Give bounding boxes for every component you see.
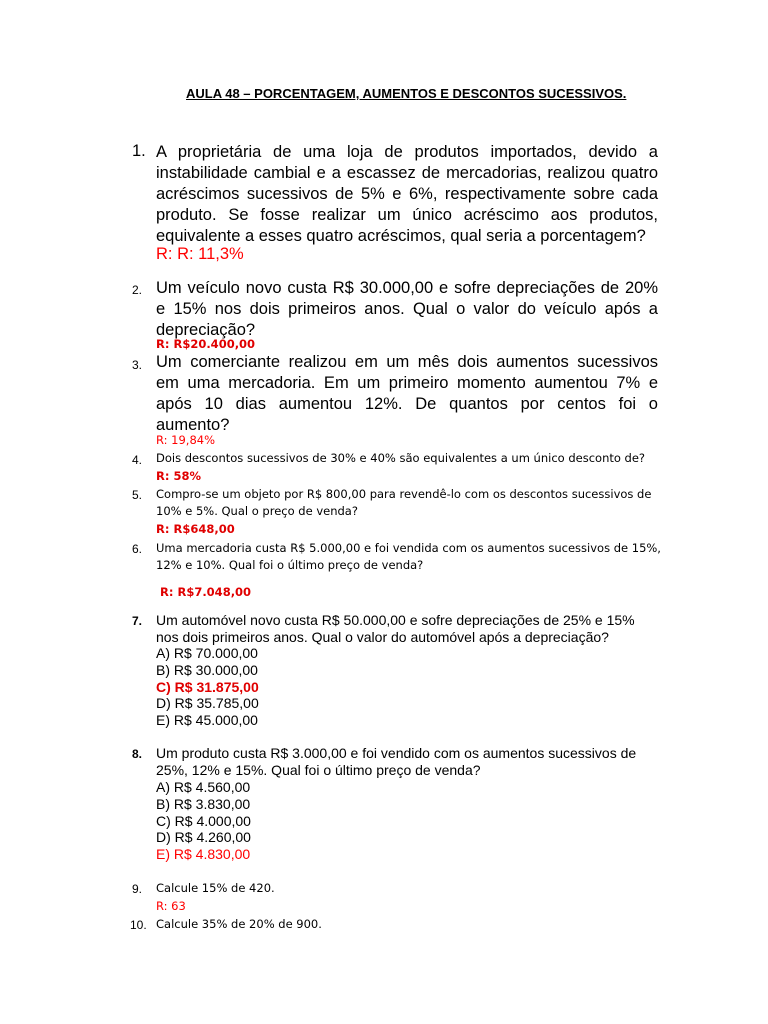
option-e: E) R$ 45.000,00 <box>156 712 258 728</box>
question-1-line: A proprietária de uma loja de produtos importados, devido a <box>156 143 658 161</box>
answer-4: R: 58% <box>156 469 201 483</box>
question-3-line: em uma mercadoria. Em um primeiro momento aumentou 7% e <box>156 374 658 392</box>
option-e-correct: E) R$ 4.830,00 <box>156 846 251 862</box>
question-number-1: 1. <box>132 142 146 160</box>
option-c-correct: C) R$ 31.875,00 <box>156 679 259 695</box>
question-number-6: 6. <box>132 542 143 556</box>
question-8-line: 25%, 12% e 15%. Qual foi o último preço de venda? <box>156 762 481 778</box>
question-number-7: 7. <box>132 614 143 628</box>
question-1-text <box>156 142 658 247</box>
option-b: B) R$ 30.000,00 <box>156 662 258 678</box>
question-3-line: após 10 dias aumentou 12%. De quantos por centos foi o <box>156 395 658 413</box>
option-d: D) R$ 35.785,00 <box>156 695 259 711</box>
question-6-line: Uma mercadoria custa R$ 5.000,00 e foi vendida com os aumentos sucessivos de 15%, <box>156 541 661 555</box>
question-9-text: Calcule 15% de 420. <box>156 881 275 895</box>
question-number-4: 4. <box>132 453 143 467</box>
question-1-line: produto. Se fosse realizar um único acréscimo aos produtos, <box>156 206 658 224</box>
answer-5: R: R$648,00 <box>156 522 235 536</box>
option-b: B) R$ 3.830,00 <box>156 796 251 812</box>
answer-1: R: R: 11,3% <box>156 245 244 263</box>
option-a: A) R$ 70.000,00 <box>156 645 258 661</box>
question-10-text: Calcule 35% de 20% de 900. <box>156 917 322 931</box>
question-number-2: 2. <box>132 283 143 297</box>
option-c: C) R$ 4.000,00 <box>156 813 251 829</box>
answer-9: R: 63 <box>156 899 186 913</box>
option-a: A) R$ 4.560,00 <box>156 779 251 795</box>
question-8-line: Um produto custa R$ 3.000,00 e foi vendido com os aumentos sucessivos de <box>156 745 637 761</box>
answer-6: R: R$7.048,00 <box>160 585 252 599</box>
question-3-line: Um comerciante realizou em um mês dois aumentos sucessivos <box>156 353 658 371</box>
page-title: AULA 48 – PORCENTAGEM, AUMENTOS E DESCONTOS SUCESSIVOS. <box>186 86 627 101</box>
question-number-10: 10. <box>130 918 147 932</box>
question-number-8: 8. <box>132 747 143 761</box>
question-5-line: Compro-se um objeto por R$ 800,00 para revendê-lo com os descontos sucessivos de <box>156 487 652 501</box>
question-number-9: 9. <box>132 882 143 896</box>
answer-3: R: 19,84% <box>156 433 216 447</box>
question-1-line: equivalente a esses quatro acréscimos, qual seria a porcentagem? <box>156 227 646 245</box>
option-d: D) R$ 4.260,00 <box>156 829 251 845</box>
question-2-line: depreciação? <box>156 321 256 339</box>
question-2-line: e 15% nos dois primeiros anos. Qual o valor do veículo após a <box>156 300 658 318</box>
question-1-line: instabilidade cambial e a escassez de mercadorias, realizou quatro <box>156 164 658 182</box>
question-3-text <box>156 352 658 436</box>
question-6-line: 12% e 10%. Qual foi o último preço de venda? <box>156 558 424 572</box>
question-7-line: Um automóvel novo custa R$ 50.000,00 e sofre depreciações de 25% e 15% <box>156 612 635 628</box>
question-5-line: 10% e 5%. Qual o preço de venda? <box>156 504 358 518</box>
question-2-line: Um veículo novo custa R$ 30.000,00 e sofre depreciações de 20% <box>156 279 658 297</box>
question-number-5: 5. <box>132 488 143 502</box>
question-number-3: 3. <box>132 358 143 372</box>
answer-2: R: R$20.400,00 <box>156 337 256 351</box>
question-3-line: aumento? <box>156 416 230 434</box>
question-1-line: acréscimos sucessivos de 5% e 6%, respectivamente sobre cada <box>156 185 658 203</box>
question-7-line: nos dois primeiros anos. Qual o valor do automóvel após a depreciação? <box>156 629 609 645</box>
question-2-text <box>156 278 658 341</box>
question-4-text: Dois descontos sucessivos de 30% e 40% são equivalentes a um único desconto de? <box>156 451 646 465</box>
